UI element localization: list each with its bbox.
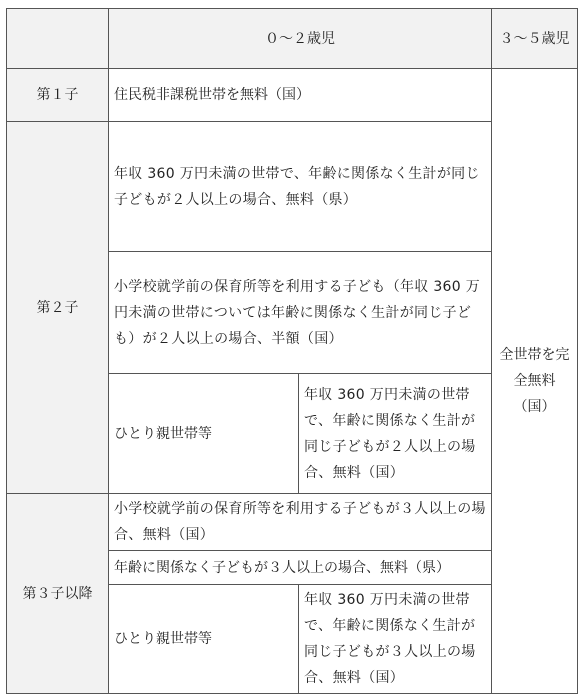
row-label-second-child: 第２子 [7, 122, 109, 494]
table-header-row [7, 9, 578, 69]
childcare-fee-table-container [6, 8, 578, 694]
third-child-single-parent-text: 年収 360 万円未満の世帯で、年齢に関係なく生計が同じ子どもが３人以上の場合、無料（国） [299, 585, 492, 694]
second-child-single-parent-label: ひとり親世帯等 [109, 374, 299, 494]
table-row-first-child [7, 69, 578, 122]
all-households-free-cell: 全世帯を完全無料（国） [492, 69, 578, 694]
second-child-text-a: 年収 360 万円未満の世帯で、年齢に関係なく生計が同じ子どもが２人以上の場合、無料（県） [109, 122, 492, 252]
childcare-fee-table [6, 8, 578, 694]
header-age-0-2: ０〜２歳児 [109, 9, 492, 69]
header-age-3-5: ３〜５歳児 [492, 9, 578, 69]
third-child-text-a: 小学校就学前の保育所等を利用する子どもが３人以上の場合、無料（国） [109, 494, 492, 551]
third-child-text-b: 年齢に関係なく子どもが３人以上の場合、無料（県） [109, 551, 492, 585]
third-child-single-parent-label: ひとり親世帯等 [109, 585, 299, 694]
row-label-first-child: 第１子 [7, 69, 109, 122]
first-child-text: 住民税非課税世帯を無料（国） [109, 69, 492, 122]
row-label-third-child: 第３子以降 [7, 494, 109, 694]
second-child-single-parent-text: 年収 360 万円未満の世帯で、年齢に関係なく生計が同じ子どもが２人以上の場合、無料（国） [299, 374, 492, 494]
header-empty-cell [7, 9, 109, 69]
second-child-text-b: 小学校就学前の保育所等を利用する子ども（年収 360 万円未満の世帯については年齢に関係なく生計が同じ子ども）が２人以上の場合、半額（国） [109, 252, 492, 374]
